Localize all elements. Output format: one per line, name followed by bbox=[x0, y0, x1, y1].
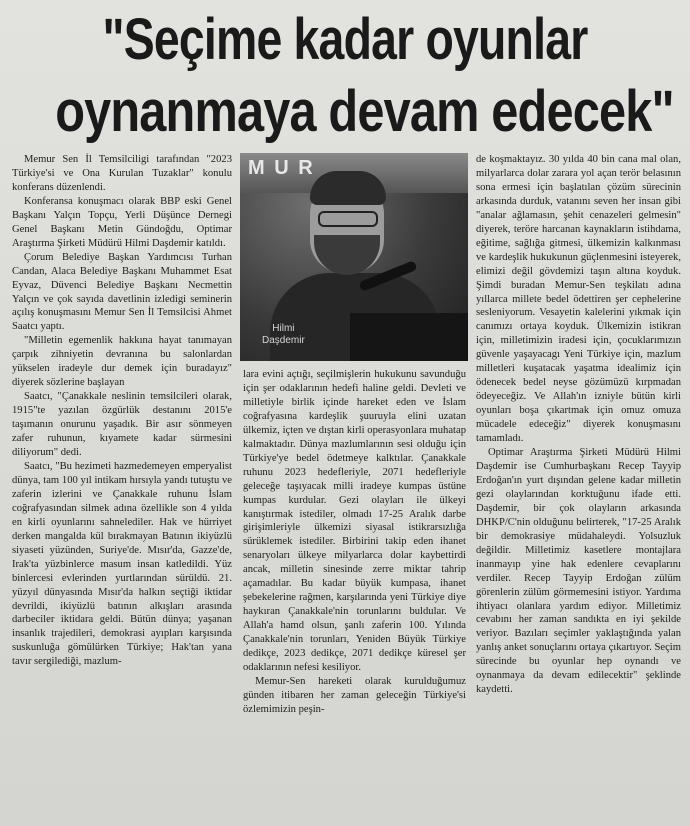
paragraph: Memur Sen İl Temsilciligi tarafından "2023 Türkiye'si ve Ona Kurulan Tuzaklar" konulu konferans düzenlendi. bbox=[12, 154, 232, 193]
paragraph: de koşmaktayız. 30 yılda 40 bin cana mal olan, milyarlarca dolar zarara yol açan terör belasının sona ermesi için başlatılan çözüm sürecinin arkasında durduk, vatanını seven her insan gibi "analar ağlamasın, şehit cenazeleri gelmesin" diyerek, teröre harcanan kaynakların istihdama, eğitime, sağlığa gitmesi, ülkemizin kalkınması ve kardeşlik hukukunun güçlenmesini isteyerek, elimizi değil gövdemizi taşın altına koyduk. Şimdi buradan Memur-Sen teşkilatı adına yıllarca millete bedel ödettiren şer cephelerine sesleniyorum. Vesayetin kalelerini yıkmak için canımızı ortaya koyduk. Ülkemizin istikran için, milletimizin iradesi için, çocuklarımızın güvenle yaşayacagı Yeni Türkiye için, mazlum milletleri kuşatacak yaşatma idealimiz için ödenecek bedel neyse gözümüzü kırpmadan ödeyeceğiz. Ve Allah'ın izniyle bütün kirli oyunları boşa çıkartmak için omuz omuza mücadele edeceğiz" diyerek konuşmasını tamamladı. bbox=[476, 154, 681, 445]
article-column-3 bbox=[476, 153, 681, 821]
paragraph: Konferansa konuşmacı olarak BBP eski Genel Başkanı Yalçın Topçu, Yerli Düşünce Dernegi Genel Başkanı Metin Gündoğdu, Optimar Araştırma Şirketi Müdürü Hilmi Daşdemir katıldı. bbox=[12, 195, 232, 249]
paragraph: "Milletin egemenlik hakkına hayat tanımayan çarpık zihniyetin devranına bu salonlardan yükselen iradeyle dur demek için buradayız" diyerek sözlerine başlayan bbox=[12, 335, 232, 389]
article-column-2 bbox=[243, 368, 466, 821]
paragraph: Memur-Sen hareketi olarak kurulduğumuz günden itibaren her zaman geleceğin Türkiye'si özlemimizin peşin- bbox=[243, 675, 466, 715]
speaker-hair bbox=[310, 171, 386, 205]
paragraph: Saatcı, "Bu hezimeti hazmedemeyen emperyalist dünya, tam 100 yıl intikam hırsıyla yandı tutuştu ve zaferin izlerini ve Çanakkale ruhunu İslam coğrafyasından silmek adına özellikle son 4 yılda en kirli oyunlarını sahnelediler. Hak ve hürriyet derken mangalda kül bırakmayan Batının ikiyüzlü siyaseti yüzünden, Suriye'de. Mısır'da, Gazze'de, Irak'ta yüzbinlerce masum insan katledildi. Yüz binlercesi evlerinden yurtlarından sürüldü. 21. yüzyıl dünyasında Mısır'da halkın seçtiği iktidar devrildi, ikiyüzlü batının alkışları arasında darbeciler iktidara geldi. Bütün dünya; yaşanan insanlık trajedileri, demokrasi ayıpları karşısında suskunluğa gömülürken Türkiye; Hak'tan yana tavır sergilediği, mazlum- bbox=[12, 460, 232, 668]
glasses-icon bbox=[318, 211, 378, 227]
article-column-1 bbox=[12, 153, 232, 821]
speaker-photo bbox=[240, 153, 468, 361]
paragraph: lara evini açtığı, seçilmişlerin hukukunu savunduğu için şer odaklarının hedefi haline geldi. Devleti ve milletiyle birlik içinde hareket eden ve İslam coğrafyasına kardeşlik şuuruyla elini uzatan ülkemiz, içten ve dıştan kirli operasyonlara muhatap kalmaktadır. Dünya mazlumlarının sesi olduğu için Türkiye'ye bedel ödetmeye kalktılar. Çanakkale ruhunu 2023 hedefleriyle, 2071 hedefleriyle geleceğe taşıyacak milli iradeye kumpas üstüne kumpas kurdular. Gezi olayları ile ülkeyi kanıştırmak istediler, olmadı 17-25 Aralık darbe girişimleriyle ülkemizi siyasal istikrarsızlığa sürüklemek istediler. Birbirini takip eden ihanet senaryoları ülkeye milyarlarca dolar kaybettirdi ancak, milletin sinesinde zerre miktar tahrip açamadılar. Bu kadar büyük kumpasa, ihanet şebekelerine rağmen, karşılarında yeni Türkiye diye haykıran Çanakkale'nin torunlarını buldular. Ve Allah'a hamd olsun, şanlı zaferin 100. Yılında Çanakkale'nin torunları, Yeniden Büyük Türkiye dedikçe, 2023 dedikçe, 2071 dedikçe küresel şer odaklarının nefesi kesiliyor. bbox=[243, 369, 466, 674]
paragraph: Optimar Araştırma Şirketi Müdürü Hilmi Daşdemir ise Cumhurbaşkanı Recep Tayyip Erdoğan'ın yurt dışından gelene kadar milletin gezi olaylarından korktuğunu ifade etti. Daşdemir, bir çok olayların arkasında DHKP/C'nin olduğunu belirterek, "17-25 Aralık bir demokrasiye müdahaleydi. Yolsuzluk değildir. Milletimiz kasetlere montajlara inanmayıp yine hak edenlere cevaplarını verdiler. Recep Tayyip Erdoğan zülüm görenlerin zülüm görmemesini istiyor. Yardıma ihtiyacı olanlara yardım ediyor. Milletimiz cevabını her zaman sandıkta en iyi şekilde veriyor. Bazıları seçimler yaklaştığında yalan yanlış anket sonuçlarını ortaya çıkartıyor. Seçim sürecinde bu oyunlar hep oynandı ve oynanmaya da devam edilecektir" şeklinde kaydetti. bbox=[476, 447, 681, 696]
headline-line-1: "Seçime kadar oyunlar bbox=[102, 7, 588, 72]
backdrop-logo-text: M U R bbox=[248, 157, 315, 179]
photo-caption bbox=[262, 323, 305, 347]
paragraph: Saatcı, "Çanakkale neslinin temsilcileri olarak, 1915"te yazılan özgürlük destanını 2015'e taşımanın onurunu yaşadık. Bir asır sönmeyen zafer ruhunun, kıyamete kadar sürmesini diliyorum" dedi. bbox=[12, 391, 232, 459]
paragraph: Çorum Belediye Başkan Yardımcısı Turhan Candan, Alaca Belediye Başkanı Muhammet Esat Eyvaz, Düvenci Belediye Başkanı Necmettin Yalçın ve çok sayıda davetlinin izledigi seminerin açılış konuşmasını Memur Sen İl Temsilcisi Ahmet Saatcı yaptı. bbox=[12, 251, 232, 333]
caption-line-1: Hilmi bbox=[272, 323, 295, 334]
lectern bbox=[350, 313, 468, 361]
speaker-beard bbox=[314, 235, 380, 275]
caption-line-2: Daşdemir bbox=[262, 335, 305, 346]
headline-line-2: oynanmaya devam edecek" bbox=[55, 79, 674, 144]
